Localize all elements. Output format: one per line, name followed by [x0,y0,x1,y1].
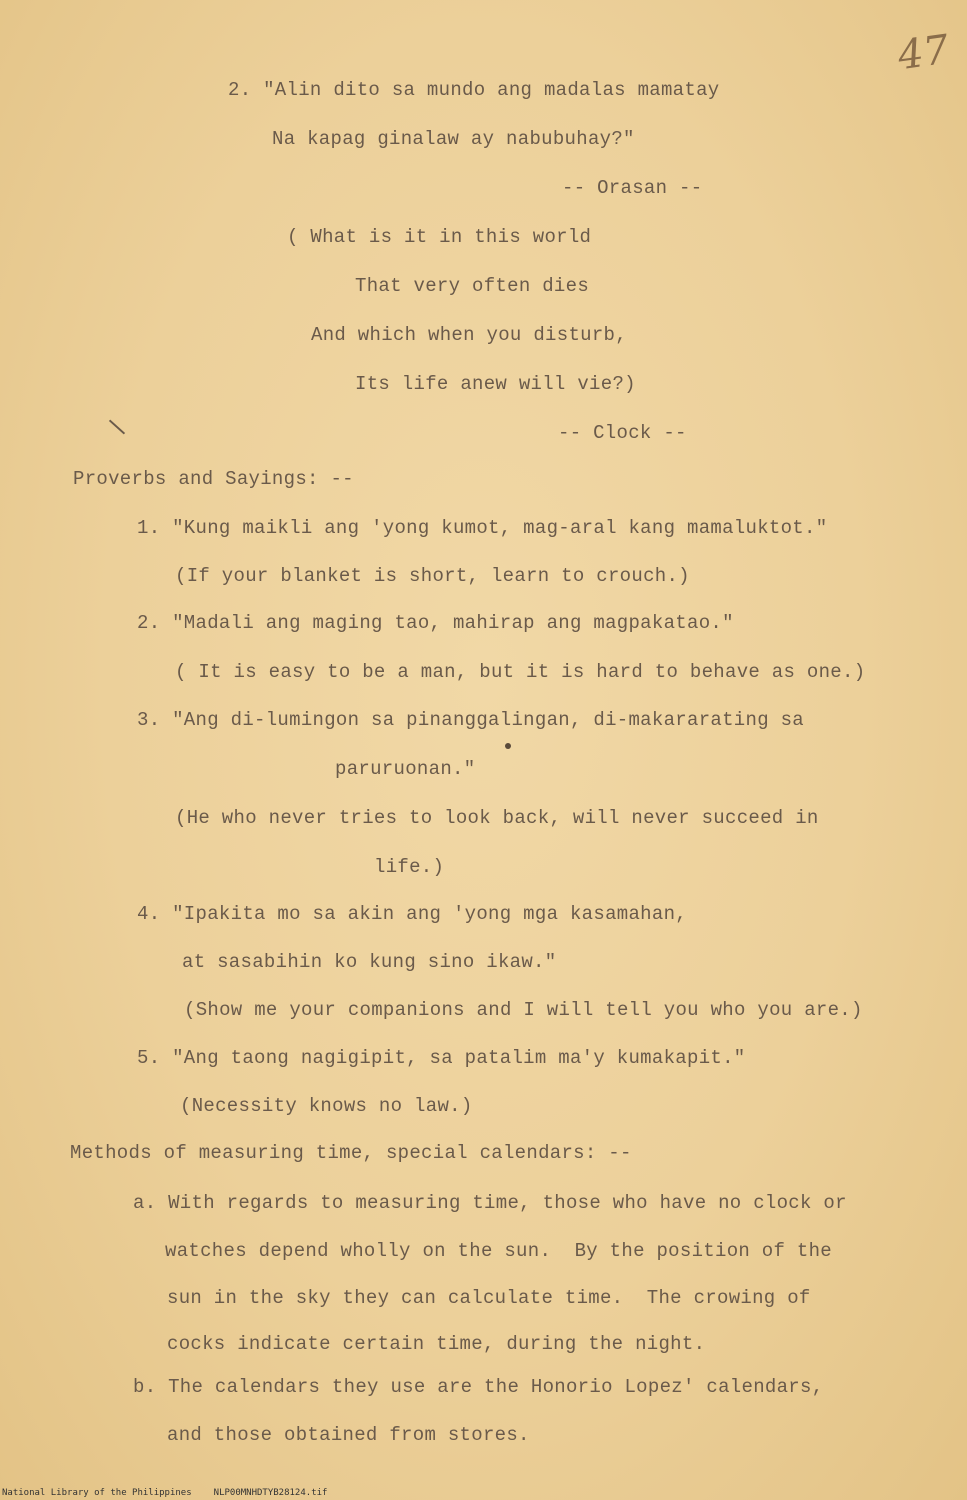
riddle-translation-answer: -- Clock -- [558,422,687,444]
riddle-line-2: Na kapag ginalaw ay nabubuhay?" [272,128,635,150]
proverb-5: 5. "Ang taong nagigipit, sa patalim ma'y kumakapit." [137,1047,746,1069]
proverb-4: 4. "Ipakita mo sa akin ang 'yong mga kasamahan, [137,903,687,925]
ink-dot [505,743,511,749]
riddle-answer: -- Orasan -- [562,177,703,199]
methods-a-line-3: sun in the sky they can calculate time. The crowing of [167,1287,811,1309]
proverb-3-translation: (He who never tries to look back, will never succeed in [175,807,819,829]
methods-a-line-1: a. With regards to measuring time, those who have no clock or [133,1192,847,1214]
proverb-4-translation: (Show me your companions and I will tell you who you are.) [184,999,863,1021]
methods-b-line-1: b. The calendars they use are the Honorio Lopez' calendars, [133,1376,824,1398]
riddle-translation-1: ( What is it in this world [287,226,592,248]
page-number: 47 [895,26,952,80]
proverb-4-cont: at sasabihin ko kung sino ikaw." [182,951,557,973]
riddle-line-1: 2. "Alin dito sa mundo ang madalas mamatay [228,79,720,101]
proverb-3-translation-cont: life.) [374,856,445,878]
riddle-translation-3: And which when you disturb, [311,324,627,346]
proverb-3-cont: paruruonan." [335,758,476,780]
proverb-1-translation: (If your blanket is short, learn to crouch.) [175,565,690,587]
archive-footer [2,1488,349,1498]
riddle-translation-2: That very often dies [355,275,590,297]
methods-heading: Methods of measuring time, special calendars: -- [70,1142,632,1164]
proverb-5-translation: (Necessity knows no law.) [180,1095,473,1117]
methods-b-line-2: and those obtained from stores. [167,1424,530,1446]
riddle-translation-4: Its life anew will vie?) [355,373,636,395]
footer-filename: NLP00MNHDTYB28124.tif [213,1488,328,1498]
proverb-2: 2. "Madali ang maging tao, mahirap ang magpakatao." [137,612,734,634]
proverb-2-translation: ( It is easy to be a man, but it is hard to behave as one.) [175,661,866,683]
proverbs-heading: Proverbs and Sayings: -- [73,468,354,490]
footer-library: National Library of the Philippines [2,1488,192,1498]
methods-a-line-2: watches depend wholly on the sun. By the position of the [165,1240,833,1262]
pen-mark [109,420,125,435]
proverb-3: 3. "Ang di-lumingon sa pinanggalingan, di-makararating sa [137,709,805,731]
proverb-1: 1. "Kung maikli ang 'yong kumot, mag-aral kang mamaluktot." [137,517,828,539]
methods-a-line-4: cocks indicate certain time, during the night. [167,1333,706,1355]
